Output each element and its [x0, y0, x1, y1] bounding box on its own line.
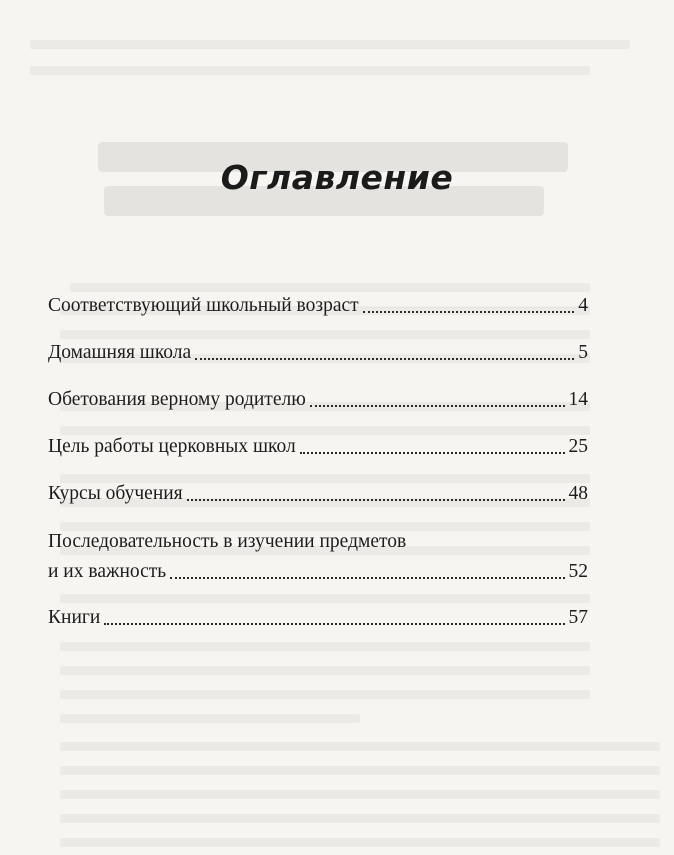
toc-entry[interactable]: [48, 435, 588, 459]
toc-entry-page: 52: [568, 561, 588, 582]
toc-entry-page: 5: [578, 342, 588, 363]
dot-leader: [300, 451, 565, 454]
toc-entry-label: Книги: [48, 607, 101, 628]
toc-entry-page: 4: [578, 295, 588, 316]
toc-entry-label: Курсы обучения: [48, 483, 183, 504]
toc-entry[interactable]: [48, 530, 588, 584]
toc-entry-label: и их важность: [48, 561, 167, 582]
dot-leader: [195, 357, 574, 360]
toc-entry-page: 25: [568, 436, 588, 457]
toc-entry-page: 14: [568, 389, 588, 410]
page-title: Оглавление: [220, 158, 454, 197]
toc-entry[interactable]: [48, 606, 588, 630]
table-of-contents: [48, 294, 588, 630]
toc-entry-label: Цель работы церковных школ: [48, 436, 296, 457]
toc-entry-page: 48: [568, 483, 588, 504]
toc-entry[interactable]: [48, 388, 588, 412]
dot-leader: [310, 404, 565, 407]
toc-entry-page: 57: [568, 607, 588, 628]
toc-entry-label: Обетования верному родителю: [48, 389, 306, 410]
toc-entry-label: Соответствующий школьный возраст: [48, 295, 359, 316]
toc-entry[interactable]: [48, 482, 588, 506]
toc-entry[interactable]: [48, 294, 588, 318]
dot-leader: [187, 498, 565, 501]
toc-entry-label: Домашняя школа: [48, 342, 192, 363]
dot-leader: [170, 576, 564, 579]
dot-leader: [363, 310, 575, 313]
dot-leader: [104, 622, 564, 625]
toc-entry-label-line1: Последовательность в изучении предметов: [48, 531, 407, 552]
toc-entry[interactable]: [48, 341, 588, 365]
